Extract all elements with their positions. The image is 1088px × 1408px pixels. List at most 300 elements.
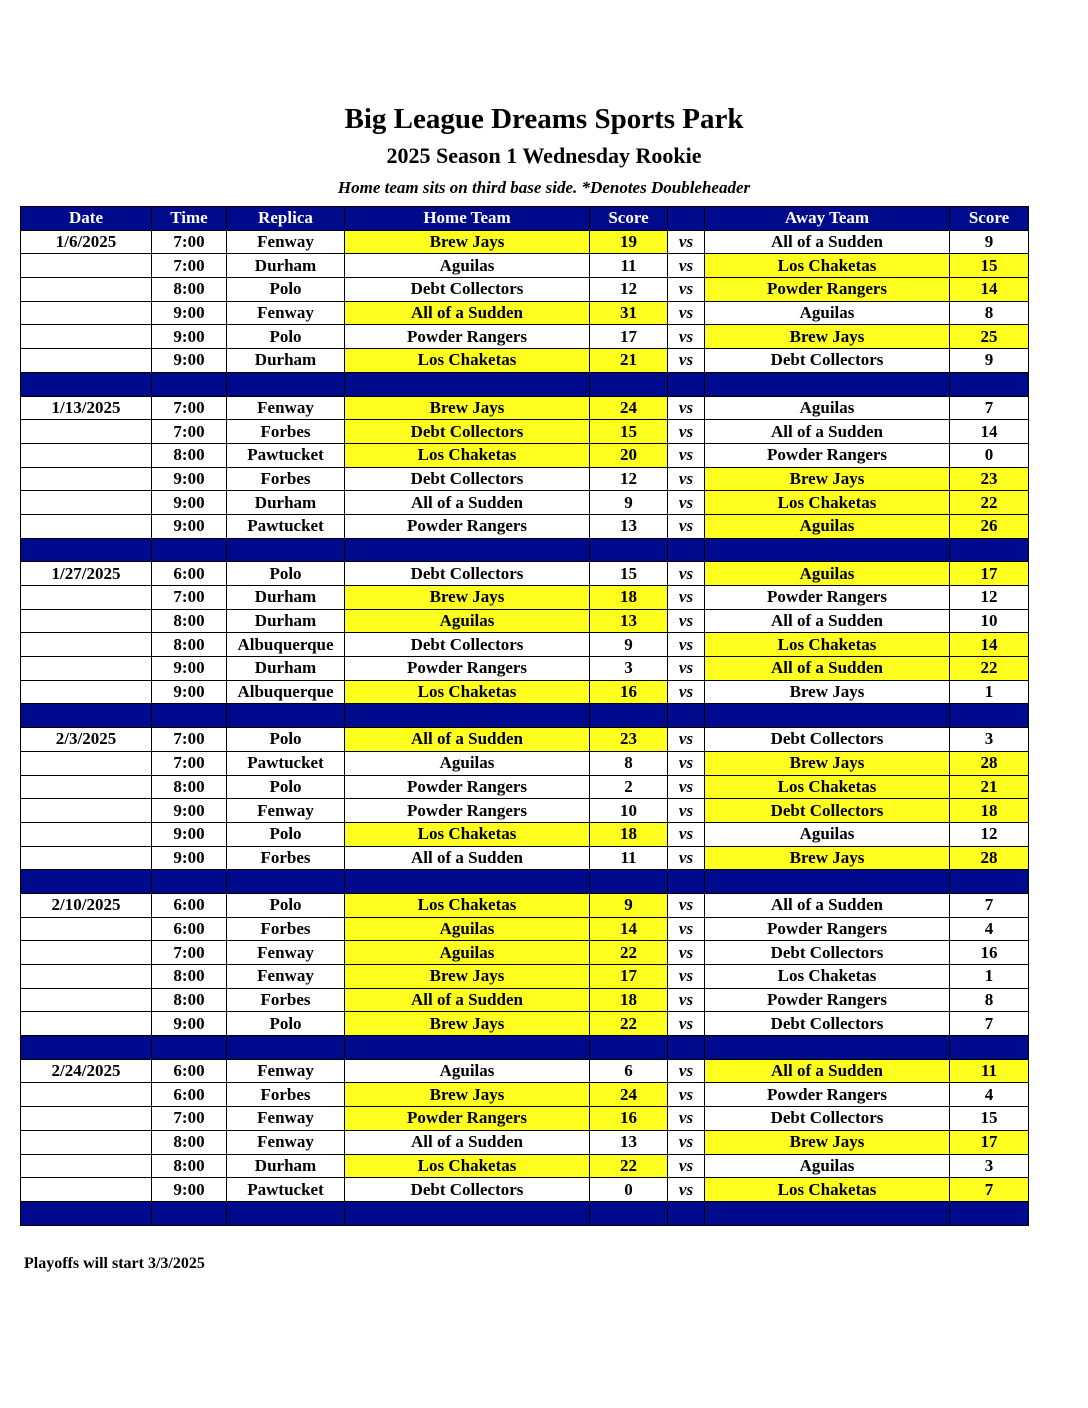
away-team-cell: All of a Sudden [705,657,950,681]
table-row [21,1012,1029,1036]
time-cell: 8:00 [152,965,227,989]
table-row [21,491,1029,515]
time-cell: 9:00 [152,349,227,373]
table-row [21,728,1029,752]
away-score-cell: 4 [950,917,1029,941]
vs-cell: vs [668,799,705,823]
away-team-cell: Debt Collectors [705,1012,950,1036]
home-score-cell: 18 [590,822,668,846]
away-score-cell: 9 [950,349,1029,373]
table-row [21,278,1029,302]
home-score-cell: 13 [590,609,668,633]
away-score-cell: 9 [950,230,1029,254]
away-score-cell: 8 [950,301,1029,325]
date-cell [21,846,152,870]
home-team-cell: Los Chaketas [345,680,590,704]
vs-cell: vs [668,988,705,1012]
date-cell [21,988,152,1012]
away-score-cell: 23 [950,467,1029,491]
week-separator-row [21,870,1029,894]
table-row [21,467,1029,491]
home-score-cell: 17 [590,965,668,989]
separator-cell [152,1036,227,1060]
separator-cell [21,1201,152,1225]
replica-cell: Polo [227,893,345,917]
date-cell [21,1154,152,1178]
replica-cell: Durham [227,609,345,633]
separator-cell [705,870,950,894]
vs-cell: vs [668,1130,705,1154]
replica-cell: Durham [227,349,345,373]
away-score-cell: 21 [950,775,1029,799]
away-team-cell: Powder Rangers [705,278,950,302]
away-team-cell: Aguilas [705,822,950,846]
home-score-cell: 18 [590,988,668,1012]
table-row [21,822,1029,846]
header-date: Date [21,207,152,231]
separator-cell [705,1201,950,1225]
home-score-cell: 11 [590,254,668,278]
table-row [21,751,1029,775]
home-score-cell: 12 [590,467,668,491]
home-score-cell: 31 [590,301,668,325]
separator-cell [152,372,227,396]
table-row [21,1130,1029,1154]
date-cell [21,514,152,538]
away-team-cell: Powder Rangers [705,917,950,941]
time-cell: 6:00 [152,1059,227,1083]
away-score-cell: 28 [950,751,1029,775]
separator-cell [590,1201,668,1225]
away-team-cell: All of a Sudden [705,893,950,917]
date-cell [21,657,152,681]
table-row [21,799,1029,823]
separator-cell [668,1201,705,1225]
table-row [21,917,1029,941]
replica-cell: Pawtucket [227,514,345,538]
date-cell [21,349,152,373]
separator-cell [227,372,345,396]
replica-cell: Albuquerque [227,680,345,704]
table-row [21,230,1029,254]
separator-cell [705,1036,950,1060]
time-cell: 7:00 [152,751,227,775]
vs-cell: vs [668,941,705,965]
separator-cell [705,704,950,728]
time-cell: 9:00 [152,491,227,515]
away-score-cell: 12 [950,586,1029,610]
away-score-cell: 14 [950,633,1029,657]
date-cell [21,917,152,941]
date-cell [21,680,152,704]
separator-cell [590,870,668,894]
vs-cell: vs [668,467,705,491]
time-cell: 9:00 [152,1012,227,1036]
time-cell: 8:00 [152,443,227,467]
time-cell: 7:00 [152,420,227,444]
home-score-cell: 2 [590,775,668,799]
date-cell [21,325,152,349]
home-score-cell: 15 [590,420,668,444]
date-cell [21,1130,152,1154]
away-team-cell: Brew Jays [705,1130,950,1154]
home-score-cell: 19 [590,230,668,254]
header-vs [668,207,705,231]
separator-cell [950,870,1029,894]
time-cell: 9:00 [152,301,227,325]
home-score-cell: 18 [590,586,668,610]
separator-cell [227,1036,345,1060]
away-score-cell: 14 [950,420,1029,444]
vs-cell: vs [668,893,705,917]
table-row [21,609,1029,633]
table-row [21,396,1029,420]
away-team-cell: All of a Sudden [705,420,950,444]
date-cell: 1/27/2025 [21,562,152,586]
vs-cell: vs [668,633,705,657]
replica-cell: Fenway [227,941,345,965]
home-team-cell: Powder Rangers [345,325,590,349]
time-cell: 9:00 [152,846,227,870]
time-cell: 7:00 [152,941,227,965]
separator-cell [345,1201,590,1225]
home-score-cell: 16 [590,1107,668,1131]
home-score-cell: 9 [590,633,668,657]
home-team-cell: Debt Collectors [345,278,590,302]
separator-cell [152,1201,227,1225]
table-row [21,633,1029,657]
vs-cell: vs [668,917,705,941]
replica-cell: Polo [227,278,345,302]
time-cell: 6:00 [152,562,227,586]
replica-cell: Fenway [227,799,345,823]
week-separator-row [21,538,1029,562]
away-score-cell: 7 [950,1012,1029,1036]
away-score-cell: 14 [950,278,1029,302]
home-team-cell: Powder Rangers [345,799,590,823]
separator-cell [668,538,705,562]
home-team-cell: Los Chaketas [345,443,590,467]
week-separator-row [21,704,1029,728]
header-row [21,207,1029,231]
vs-cell: vs [668,443,705,467]
home-score-cell: 3 [590,657,668,681]
separator-cell [152,538,227,562]
replica-cell: Fenway [227,1107,345,1131]
vs-cell: vs [668,514,705,538]
vs-cell: vs [668,349,705,373]
home-score-cell: 6 [590,1059,668,1083]
home-team-cell: Powder Rangers [345,775,590,799]
replica-cell: Forbes [227,420,345,444]
away-score-cell: 8 [950,988,1029,1012]
away-score-cell: 7 [950,396,1029,420]
home-score-cell: 13 [590,514,668,538]
away-team-cell: Debt Collectors [705,941,950,965]
time-cell: 8:00 [152,609,227,633]
home-team-cell: Powder Rangers [345,1107,590,1131]
date-cell [21,941,152,965]
table-row [21,1059,1029,1083]
away-team-cell: Debt Collectors [705,1107,950,1131]
vs-cell: vs [668,586,705,610]
home-team-cell: Debt Collectors [345,1178,590,1202]
vs-cell: vs [668,1059,705,1083]
away-team-cell: Los Chaketas [705,1178,950,1202]
vs-cell: vs [668,1012,705,1036]
away-score-cell: 7 [950,1178,1029,1202]
home-team-cell: All of a Sudden [345,988,590,1012]
time-cell: 8:00 [152,1130,227,1154]
away-team-cell: Debt Collectors [705,349,950,373]
home-team-cell: All of a Sudden [345,1130,590,1154]
time-cell: 8:00 [152,278,227,302]
home-score-cell: 16 [590,680,668,704]
away-team-cell: Los Chaketas [705,965,950,989]
home-team-cell: Los Chaketas [345,1154,590,1178]
date-cell [21,586,152,610]
playoffs-note: Playoffs will start 3/3/2025 [24,1255,205,1272]
replica-cell: Polo [227,775,345,799]
separator-cell [227,870,345,894]
vs-cell: vs [668,325,705,349]
table-row [21,420,1029,444]
away-score-cell: 11 [950,1059,1029,1083]
home-team-cell: Aguilas [345,254,590,278]
replica-cell: Forbes [227,917,345,941]
replica-cell: Fenway [227,396,345,420]
vs-cell: vs [668,822,705,846]
date-cell: 1/6/2025 [21,230,152,254]
vs-cell: vs [668,609,705,633]
away-team-cell: All of a Sudden [705,1059,950,1083]
table-row [21,562,1029,586]
home-score-cell: 23 [590,728,668,752]
vs-cell: vs [668,491,705,515]
away-team-cell: Aguilas [705,1154,950,1178]
away-team-cell: Los Chaketas [705,491,950,515]
away-team-cell: Brew Jays [705,846,950,870]
table-row [21,1154,1029,1178]
separator-cell [227,704,345,728]
replica-cell: Durham [227,1154,345,1178]
table-row [21,301,1029,325]
replica-cell: Durham [227,657,345,681]
date-cell [21,751,152,775]
date-cell [21,799,152,823]
away-team-cell: Aguilas [705,562,950,586]
header-time: Time [152,207,227,231]
time-cell: 8:00 [152,1154,227,1178]
away-score-cell: 12 [950,822,1029,846]
home-team-cell: Aguilas [345,1059,590,1083]
date-cell [21,822,152,846]
time-cell: 9:00 [152,657,227,681]
separator-cell [950,1201,1029,1225]
replica-cell: Polo [227,562,345,586]
replica-cell: Durham [227,491,345,515]
replica-cell: Durham [227,254,345,278]
date-cell [21,491,152,515]
time-cell: 6:00 [152,1083,227,1107]
away-score-cell: 10 [950,609,1029,633]
table-row [21,657,1029,681]
away-score-cell: 15 [950,254,1029,278]
table-row [21,1107,1029,1131]
away-team-cell: Aguilas [705,396,950,420]
home-score-cell: 14 [590,917,668,941]
time-cell: 8:00 [152,775,227,799]
time-cell: 7:00 [152,1107,227,1131]
time-cell: 9:00 [152,799,227,823]
date-cell: 2/3/2025 [21,728,152,752]
time-cell: 9:00 [152,514,227,538]
table-row [21,254,1029,278]
away-score-cell: 7 [950,893,1029,917]
time-cell: 7:00 [152,586,227,610]
page-title: Big League Dreams Sports Park [344,103,744,135]
away-score-cell: 17 [950,1130,1029,1154]
table-row [21,349,1029,373]
replica-cell: Polo [227,728,345,752]
replica-cell: Fenway [227,301,345,325]
away-score-cell: 15 [950,1107,1029,1131]
time-cell: 6:00 [152,917,227,941]
vs-cell: vs [668,230,705,254]
home-team-cell: Debt Collectors [345,562,590,586]
home-score-cell: 11 [590,846,668,870]
table-row [21,325,1029,349]
vs-cell: vs [668,254,705,278]
time-cell: 7:00 [152,728,227,752]
away-team-cell: Powder Rangers [705,443,950,467]
time-cell: 9:00 [152,1178,227,1202]
separator-cell [668,704,705,728]
home-score-cell: 8 [590,751,668,775]
table-row [21,775,1029,799]
home-team-cell: Brew Jays [345,1083,590,1107]
vs-cell: vs [668,1154,705,1178]
away-team-cell: Brew Jays [705,467,950,491]
separator-cell [950,1036,1029,1060]
home-team-cell: All of a Sudden [345,728,590,752]
away-team-cell: Powder Rangers [705,586,950,610]
date-cell [21,633,152,657]
vs-cell: vs [668,751,705,775]
separator-cell [227,1201,345,1225]
replica-cell: Fenway [227,230,345,254]
replica-cell: Forbes [227,1083,345,1107]
home-score-cell: 22 [590,1154,668,1178]
date-cell [21,1178,152,1202]
home-score-cell: 22 [590,941,668,965]
vs-cell: vs [668,562,705,586]
time-cell: 8:00 [152,988,227,1012]
date-cell [21,420,152,444]
separator-cell [668,870,705,894]
home-team-cell: Aguilas [345,751,590,775]
home-team-cell: Aguilas [345,609,590,633]
home-team-cell: Powder Rangers [345,514,590,538]
away-team-cell: Brew Jays [705,680,950,704]
away-score-cell: 25 [950,325,1029,349]
home-score-cell: 24 [590,396,668,420]
away-team-cell: Los Chaketas [705,254,950,278]
home-team-cell: Brew Jays [345,1012,590,1036]
away-score-cell: 1 [950,680,1029,704]
separator-cell [590,704,668,728]
away-score-cell: 16 [950,941,1029,965]
home-team-cell: Debt Collectors [345,420,590,444]
home-team-cell: Brew Jays [345,230,590,254]
away-score-cell: 26 [950,514,1029,538]
replica-cell: Fenway [227,965,345,989]
separator-cell [21,538,152,562]
home-team-cell: Los Chaketas [345,349,590,373]
separator-cell [152,870,227,894]
away-team-cell: Aguilas [705,514,950,538]
vs-cell: vs [668,680,705,704]
separator-cell [345,870,590,894]
separator-cell [705,538,950,562]
replica-cell: Fenway [227,1130,345,1154]
date-cell [21,254,152,278]
home-team-cell: Brew Jays [345,396,590,420]
away-team-cell: Debt Collectors [705,799,950,823]
home-team-cell: Debt Collectors [345,633,590,657]
vs-cell: vs [668,846,705,870]
home-score-cell: 17 [590,325,668,349]
vs-cell: vs [668,728,705,752]
home-team-cell: Powder Rangers [345,657,590,681]
away-team-cell: Powder Rangers [705,1083,950,1107]
table-row [21,586,1029,610]
date-cell [21,443,152,467]
away-score-cell: 4 [950,1083,1029,1107]
replica-cell: Forbes [227,988,345,1012]
table-row [21,1083,1029,1107]
header-replica: Replica [227,207,345,231]
time-cell: 9:00 [152,822,227,846]
date-cell [21,1083,152,1107]
home-score-cell: 15 [590,562,668,586]
week-separator-row [21,1201,1029,1225]
separator-cell [152,704,227,728]
separator-cell [21,1036,152,1060]
date-cell: 2/10/2025 [21,893,152,917]
date-cell [21,609,152,633]
home-team-cell: Los Chaketas [345,893,590,917]
table-row [21,846,1029,870]
home-score-cell: 0 [590,1178,668,1202]
separator-cell [227,538,345,562]
date-cell: 1/13/2025 [21,396,152,420]
home-team-cell: All of a Sudden [345,301,590,325]
replica-cell: Polo [227,1012,345,1036]
vs-cell: vs [668,420,705,444]
vs-cell: vs [668,301,705,325]
away-team-cell: Brew Jays [705,325,950,349]
replica-cell: Pawtucket [227,751,345,775]
away-team-cell: Los Chaketas [705,633,950,657]
header-away-score: Score [950,207,1029,231]
home-score-cell: 13 [590,1130,668,1154]
home-team-cell: Aguilas [345,941,590,965]
vs-cell: vs [668,278,705,302]
table-row [21,965,1029,989]
separator-cell [345,538,590,562]
table-row [21,514,1029,538]
